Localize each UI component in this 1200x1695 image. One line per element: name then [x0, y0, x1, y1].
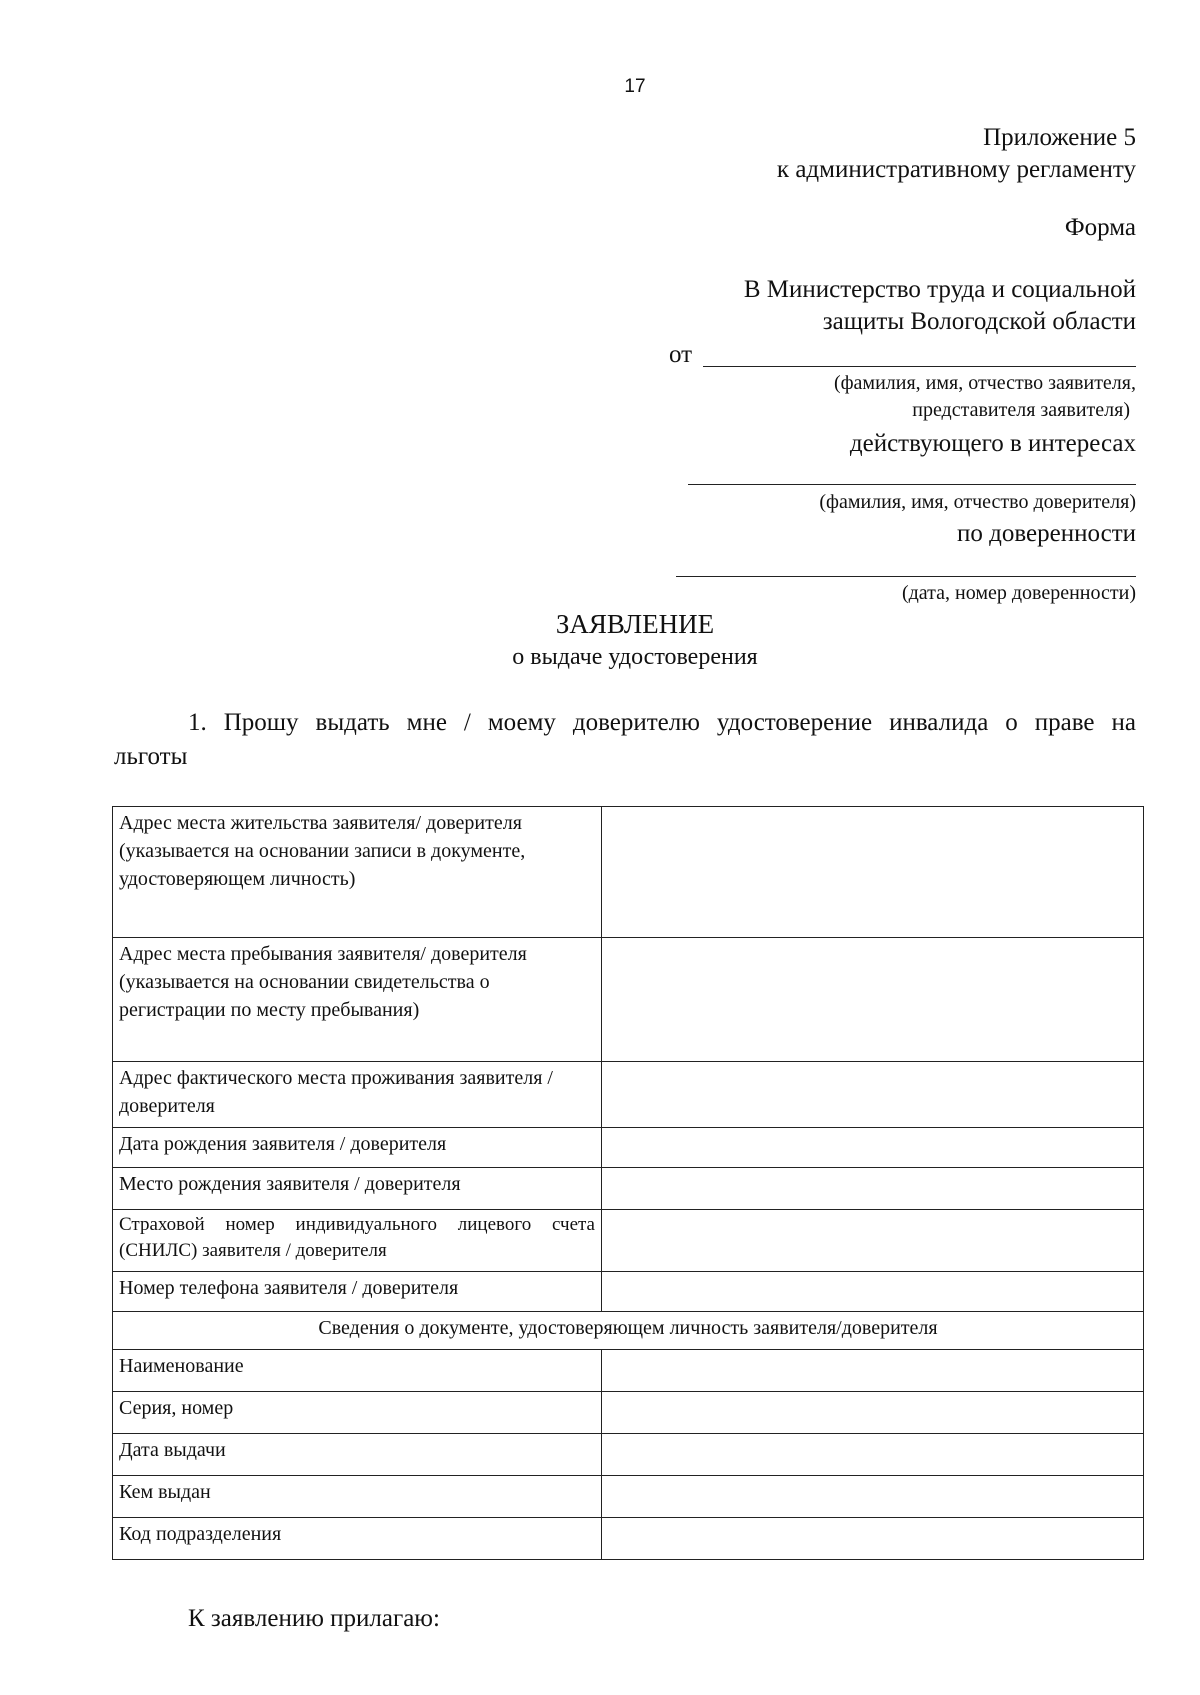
application-form-table: [112, 806, 1144, 1560]
row-value-field[interactable]: [602, 1434, 1144, 1476]
section-header-row: [113, 1312, 1144, 1350]
row-label: Код подразделения: [113, 1518, 602, 1560]
row-label: Кем выдан: [113, 1476, 602, 1518]
regulation-label: к административному регламенту: [776, 156, 1136, 183]
row-label: Место рождения заявителя / доверителя: [113, 1168, 602, 1210]
row-label: Номер телефона заявителя / доверителя: [113, 1272, 602, 1312]
document-title: ЗАЯВЛЕНИЕ: [555, 609, 715, 639]
form-label: Форма: [1064, 214, 1136, 241]
table-row: [113, 1392, 1144, 1434]
row-label: Дата выдачи: [113, 1434, 602, 1476]
row-label: Дата рождения заявителя / доверителя: [113, 1128, 602, 1168]
row-label: Наименование: [113, 1350, 602, 1392]
proxy-details-line[interactable]: [676, 576, 1136, 577]
by-proxy-label: по доверенности: [957, 520, 1136, 547]
row-value-field[interactable]: [602, 938, 1144, 1062]
table-row: [113, 1272, 1144, 1312]
appendix-label: Приложение 5: [983, 124, 1136, 151]
table-row: [113, 1062, 1144, 1128]
row-value-field[interactable]: [602, 1168, 1144, 1210]
table-row: [113, 1168, 1144, 1210]
row-value-field[interactable]: [602, 807, 1144, 938]
table-row: [113, 1128, 1144, 1168]
row-value-field[interactable]: [602, 1062, 1144, 1128]
addressee-line-1: В Министерство труда и социальной: [743, 276, 1136, 303]
table-row: [113, 1476, 1144, 1518]
applicant-name-line[interactable]: [703, 366, 1136, 367]
row-value-field[interactable]: [602, 1476, 1144, 1518]
principal-name-line[interactable]: [688, 484, 1136, 485]
document-subtitle: о выдаче удостоверения: [512, 644, 758, 670]
acting-in-interests: действующего в интересах: [849, 430, 1136, 457]
table-row: [113, 1518, 1144, 1560]
addressee-line-2: защиты Вологодской области: [822, 308, 1136, 335]
proxy-hint: (дата, номер доверенности): [901, 582, 1136, 604]
row-label: Адрес места жительства заявителя/ доверителя (указывается на основании записи в документе, удостоверяющем личность): [113, 807, 602, 938]
from-label: от: [669, 341, 693, 368]
section-header: Сведения о документе, удостоверяющем личность заявителя/доверителя: [113, 1312, 1144, 1350]
request-line-1: 1. Прошу выдать мне / моему доверителю удостоверение инвалида о праве на: [188, 709, 1136, 736]
row-value-field[interactable]: [602, 1392, 1144, 1434]
principal-hint: (фамилия, имя, отчество доверителя): [819, 491, 1136, 513]
row-label: Адрес места пребывания заявителя/ доверителя (указывается на основании свидетельства о регистрации по месту пребывания): [113, 938, 602, 1062]
table-row: [113, 1210, 1144, 1272]
row-value-field[interactable]: [602, 1272, 1144, 1312]
applicant-hint-2: представителя заявителя): [912, 399, 1130, 421]
applicant-hint-1: (фамилия, имя, отчество заявителя,: [833, 372, 1136, 394]
row-value-field[interactable]: [602, 1210, 1144, 1272]
row-label: Серия, номер: [113, 1392, 602, 1434]
table-row: [113, 1434, 1144, 1476]
row-value-field[interactable]: [602, 1518, 1144, 1560]
request-line-2: льготы: [114, 743, 188, 770]
row-label: Адрес фактического места проживания заявителя / доверителя: [113, 1062, 602, 1128]
page-number: 17: [624, 76, 646, 97]
table-row: [113, 807, 1144, 938]
row-value-field[interactable]: [602, 1350, 1144, 1392]
row-value-field[interactable]: [602, 1128, 1144, 1168]
table-row: [113, 1350, 1144, 1392]
attachments-label: К заявлению прилагаю:: [188, 1605, 440, 1632]
table-row: [113, 938, 1144, 1062]
row-label: Страховой номер индивидуального лицевого счета (СНИЛС) заявителя / доверителя: [113, 1210, 602, 1272]
